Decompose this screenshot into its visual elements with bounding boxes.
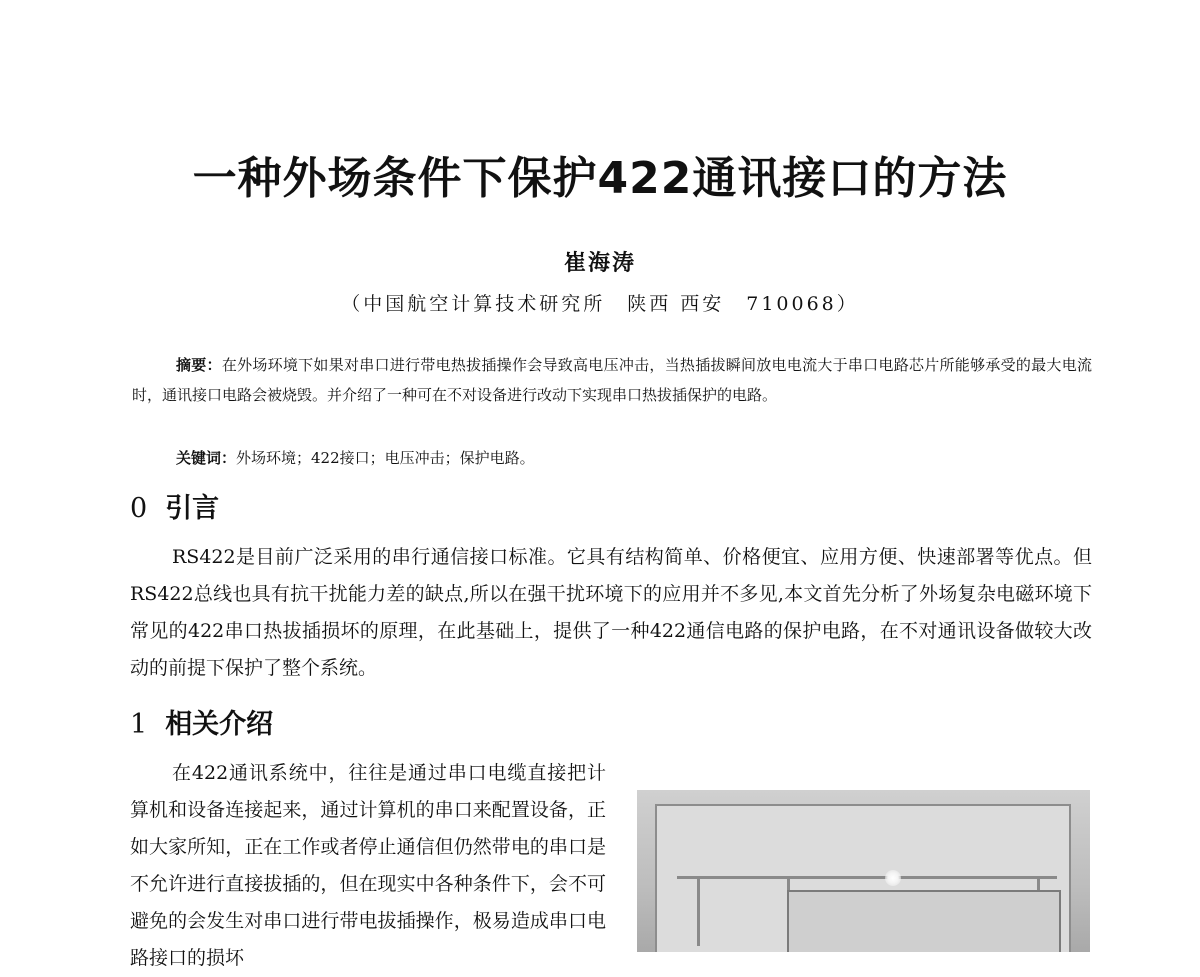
photo-rail [677, 876, 1057, 879]
section-title: 相关介绍 [165, 709, 274, 740]
author-affiliation: （中国航空计算技术研究所 陕西 西安 710068） [341, 293, 859, 315]
keywords-text: 外场环境；422接口；电压冲击；保护电路。 [236, 449, 535, 467]
photo-post [697, 876, 700, 946]
section-number: 1 [130, 709, 148, 740]
section-heading-introduction [130, 486, 219, 525]
paper-title: 一种外场条件下保护422通讯接口的方法 [192, 153, 1008, 204]
section-number: 0 [130, 493, 148, 524]
abstract-label: 摘要： [176, 356, 222, 374]
keywords [176, 443, 1092, 473]
photo-panel [787, 890, 1061, 952]
equipment-photo [637, 790, 1090, 952]
keywords-label: 关键词： [176, 449, 237, 467]
related-paragraph: 在422通讯系统中，往往是通过串口电缆直接把计算机和设备连接起来，通过计算机的串口来配置设备，正如大家所知，正在工作或者停止通信但仍然带电的串口是不允许进行直接拔插的，但在现实中各种条件下，会不可避免的会发生对串口进行带电拔插操作，极易造成串口电路接口的损坏 [130, 762, 606, 969]
section-title: 引言 [165, 493, 220, 524]
author-name: 崔海涛 [563, 251, 636, 276]
introduction-paragraph: RS422是目前广泛采用的串行通信接口标准。它具有结构简单、价格便宜、应用方便、快速部署等优点。但RS422总线也具有抗干扰能力差的缺点,所以在强干扰环境下的应用并不多见,本文首先分析了外场复杂电磁环境下常见的422串口热拔插损坏的原理，在此基础上，提供了一种422通信电路的保护电路，在不对通讯设备做较大改动的前提下保护了整个系统。 [130, 546, 1092, 679]
section-heading-related [130, 702, 273, 741]
abstract [132, 350, 1092, 410]
abstract-text: 在外场环境下如果对串口进行带电热拔插操作会导致高电压冲击，当热插拔瞬间放电电流大于串口电路芯片所能够承受的最大电流时，通讯接口电路会被烧毁。并介绍了一种可在不对设备进行改动下实现串口热拔插保护的电路。 [132, 356, 1092, 404]
photo-light [885, 870, 901, 886]
